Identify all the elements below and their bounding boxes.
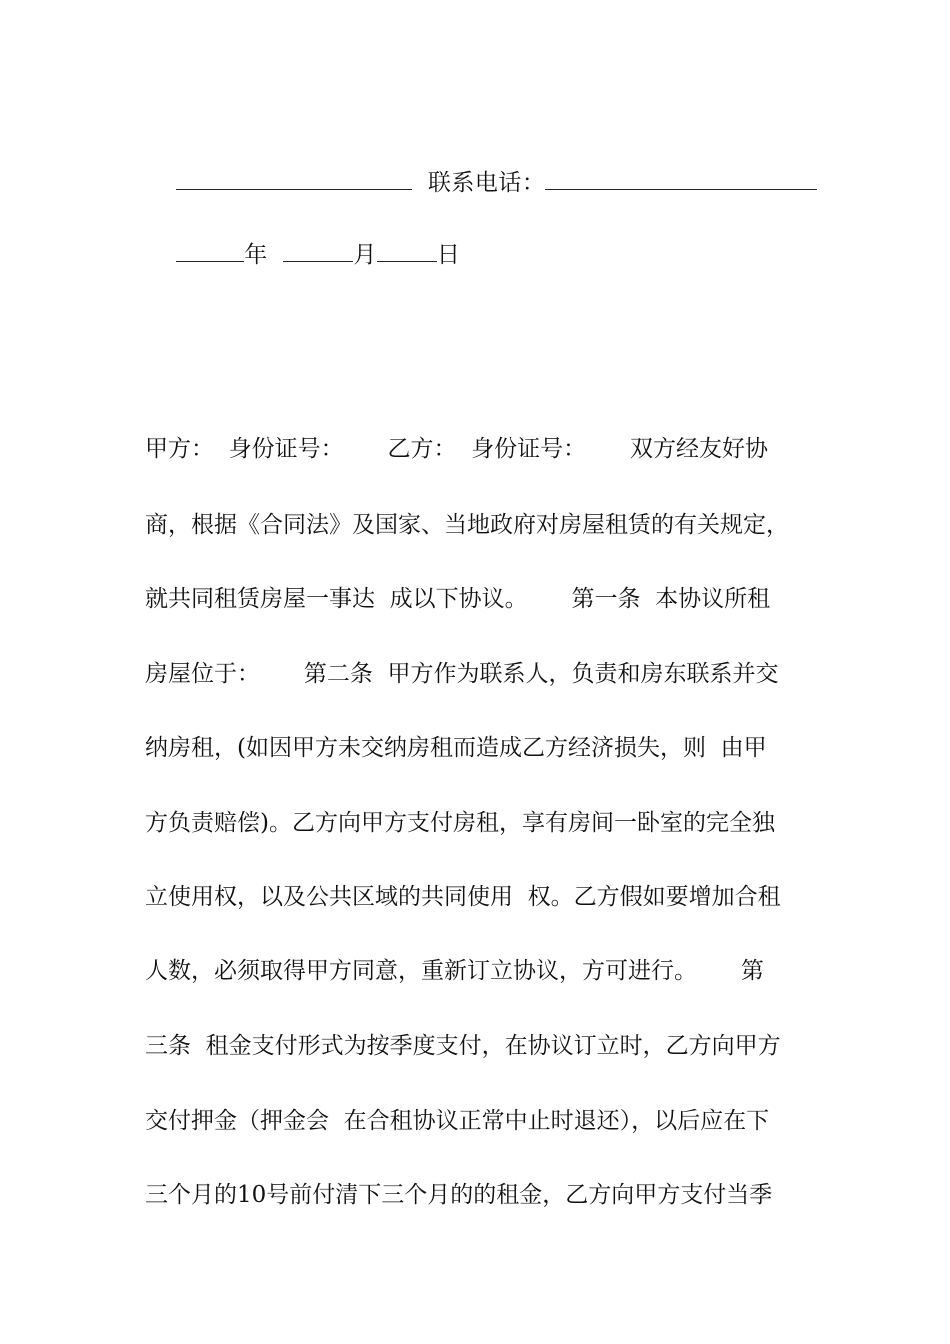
paragraph-line: 人数，必须取得甲方同意，重新订立协议，方可进行。 第: [145, 958, 764, 984]
paragraph-line: 三个月的10号前付清下三个月的的租金，乙方向甲方支付当季: [145, 1182, 773, 1208]
day-blank[interactable]: [377, 241, 437, 262]
phone-label: 联系电话：: [427, 170, 546, 196]
paragraph-line: 方负责赔偿)。乙方向甲方支付房租，享有房间一卧室的完全独: [145, 810, 775, 836]
paragraph-line: 房屋位于： 第二条 甲方作为联系人，负责和房东联系并交: [145, 661, 779, 687]
year-label: 年: [244, 242, 268, 268]
paragraph-line: 交付押金（押金会 在合租协议正常中止时退还），以后应在下: [145, 1108, 770, 1134]
year-blank[interactable]: [176, 241, 244, 262]
month-label: 月: [353, 242, 377, 268]
paragraph-line: 纳房租，(如因甲方未交纳房租而造成乙方经济损失，则 由甲: [145, 735, 767, 761]
day-label: 日: [436, 242, 461, 268]
paragraph-line: 三条 租金支付形式为按季度支付，在协议订立时，乙方向甲方: [145, 1033, 781, 1059]
paragraph-line: 就共同租赁房屋一事达 成以下协议。 第一条 本协议所租: [145, 586, 771, 612]
phone-blank[interactable]: [545, 169, 817, 190]
name-blank[interactable]: [176, 169, 412, 190]
paragraph-line: 商，根据《合同法》及国家、当地政府对房屋租赁的有关规定，: [145, 512, 789, 538]
paragraph-line: 甲方： 身份证号： 乙方： 身份证号： 双方经友好协: [145, 436, 768, 462]
paragraph-line: 立使用权，以及公共区域的共同使用 权。乙方假如要增加合租: [145, 884, 781, 910]
date-line: [145, 210, 460, 300]
month-blank[interactable]: [283, 241, 353, 262]
